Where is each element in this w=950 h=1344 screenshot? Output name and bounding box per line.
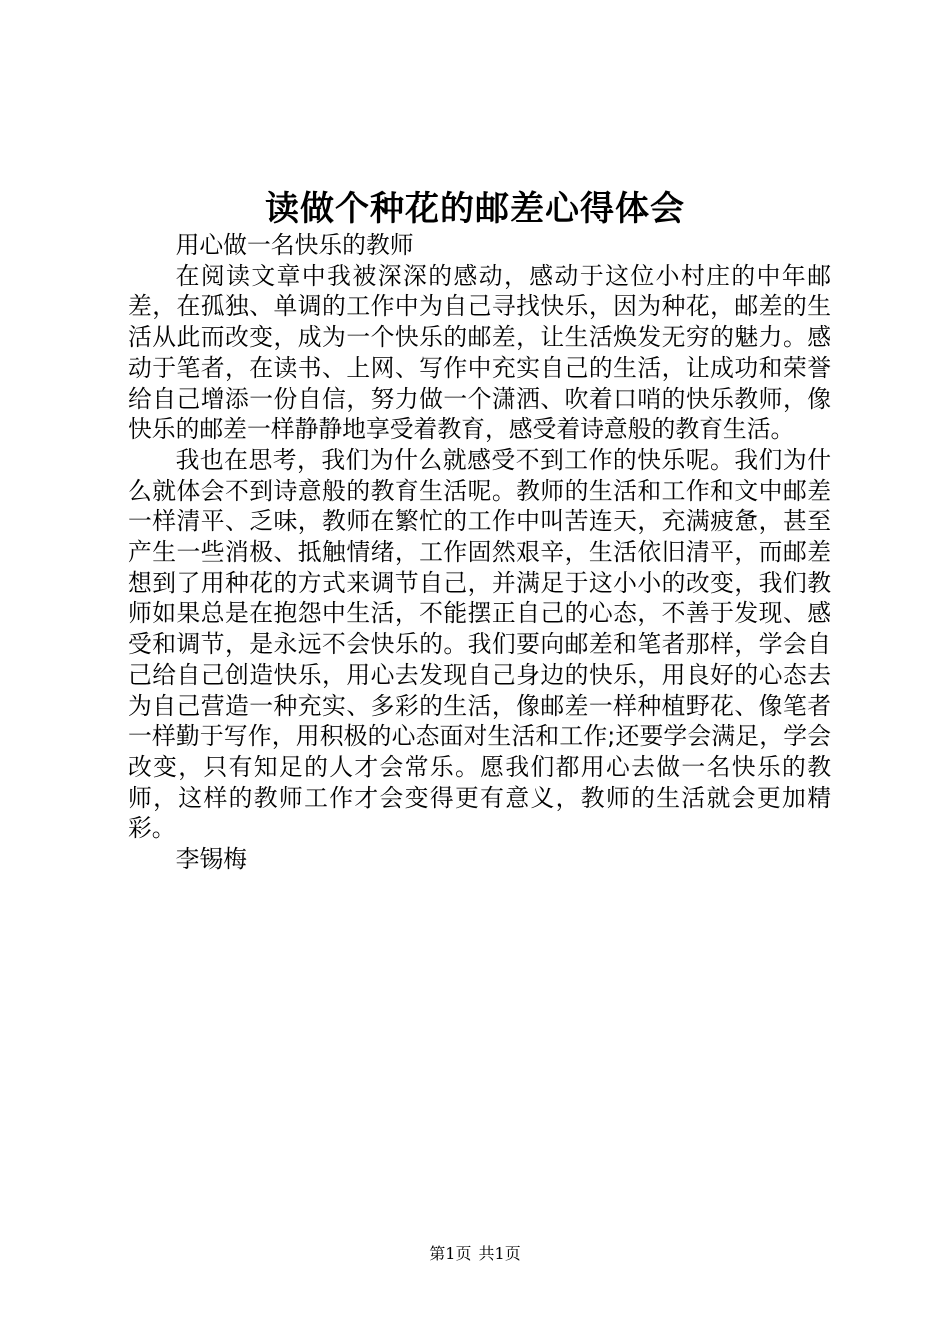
page-footer: 第1页 共1页 (429, 1244, 521, 1263)
document-subtitle: 用心做一名快乐的教师 (175, 231, 414, 259)
paragraph-2: 我也在思考，我们为什么就感受不到工作的快乐呢。我们为什么就体会不到诗意般的教育生活呢。教师的生活和工作和文中邮差一样清平、乏味，教师在繁忙的工作中叫苦连天，充满疲惫，甚至产生一些消极、抵触情绪，工作固然艰辛，生活依旧清平，而邮差想到了用种花的方式来调节自己，并满足于这小小的改变，我们教师如果总是在抱怨中生活，不能摆正自己的心态，不善于发现、感受和调节，是永远不会快乐的。我们要向邮差和笔者那样，学会自己给自己创造快乐，用心去发现自己身边的快乐，用良好的心态去为自己营造一种充实、多彩的生活，像邮差一样种植野花、像笔者一样勤于写作，用积极的心态面对生活和工作;还要学会满足，学会改变，只有知足的人才会常乐。愿我们都用心去做一名快乐的教师，这样的教师工作才会变得更有意义，教师的生活就会更加精彩。 (128, 445, 831, 843)
document-body (128, 230, 831, 875)
author-name: 李锡梅 (175, 845, 247, 874)
paragraph-1: 在阅读文章中我被深深的感动，感动于这位小村庄的中年邮差，在孤独、单调的工作中为自己寻找快乐，因为种花，邮差的生活从此而改变，成为一个快乐的邮差，让生活焕发无穷的魅力。感动于笔者，在读书、上网、写作中充实自己的生活，让成功和荣誉给自己增添一份自信，努力做一个潇洒、吹着口哨的快乐教师，像快乐的邮差一样静静地享受着教育，感受着诗意般的教育生活。 (128, 261, 831, 444)
document-title: 读做个种花的邮差心得体会 (265, 189, 685, 229)
